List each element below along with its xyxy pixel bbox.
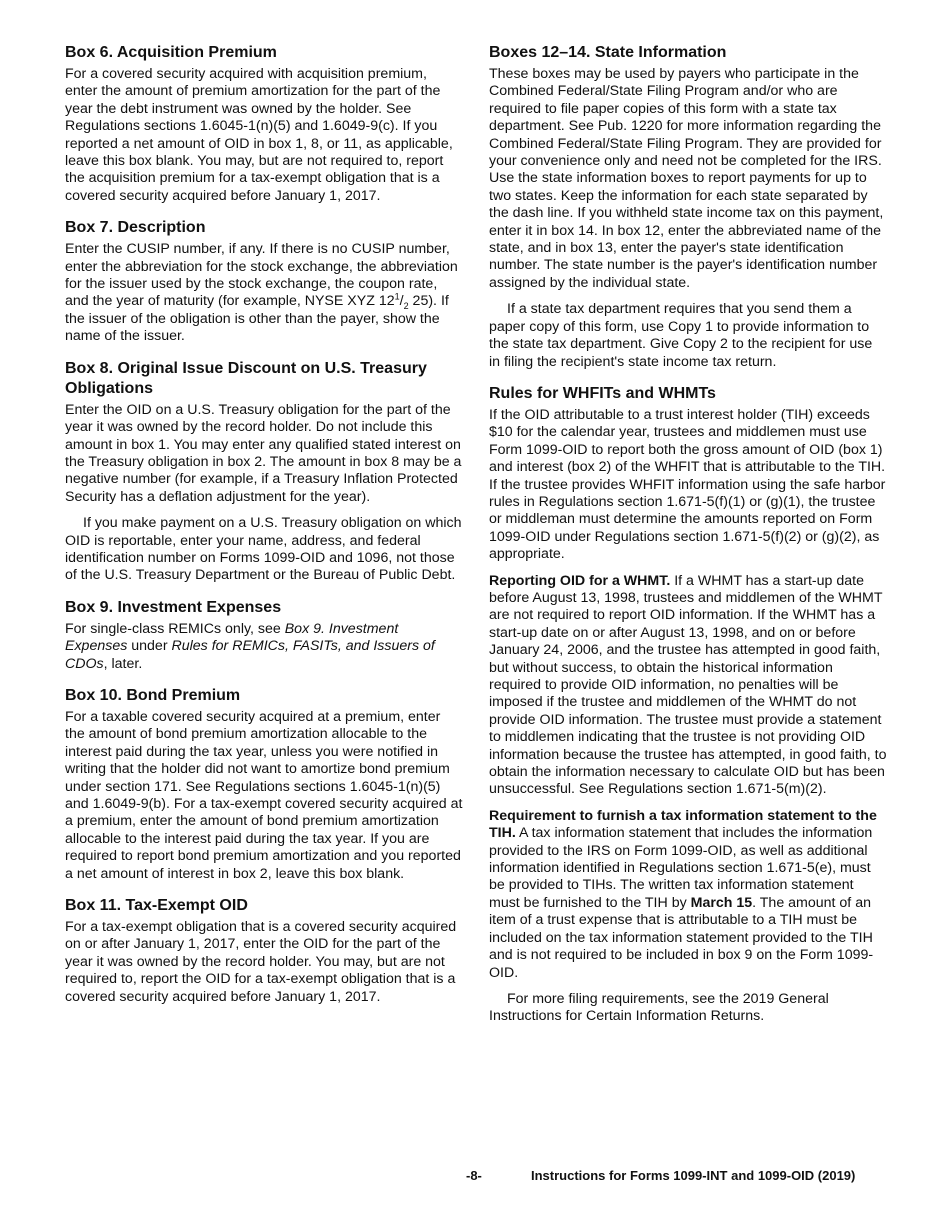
box7-section — [65, 218, 463, 345]
boxes12-14-section — [489, 43, 887, 371]
footer-title: Instructions for Forms 1099-INT and 1099-OID (2019) — [531, 1168, 856, 1183]
boxes12-14-text-1: These boxes may be used by payers who participate in the Combined Federal/State Filing Program and/or who are required to file paper copies of this form with a state tax department. See Pub. 1220 for more information regarding the Combined Federal/State Filing Program. They are provided for your convenience only and need not be completed for the IRS. Use the state information boxes to report payments for up to two states. Keep the information for each state separated by the dash line. If you withheld state income tax on this payment, enter it in box 14. In box 12, enter the abbreviated name of the state, and in box 13, enter the payer's state identification number. The state number is the payer's identification number assigned by the individual state. — [489, 66, 884, 291]
box11-section — [65, 896, 463, 1006]
box9-heading: Box 9. Investment Expenses — [65, 598, 282, 616]
box10-section — [65, 686, 463, 883]
right-column — [489, 43, 887, 1039]
boxes12-14-heading: Boxes 12–14. State Information — [489, 44, 727, 61]
box7-text: Enter the CUSIP number, if any. If there is no CUSIP number, enter the abbreviation for the stock exchange, the abbreviation for the issuer used by the stock exchange, the coupon rate, and the year of maturity (for example, NYSE XYZ $12^1/_2$ 25). If the issuer of the obligation is other than the payer, show the name of the issuer. — [65, 241, 458, 345]
whmt-run-in-heading: Reporting OID for a WHMT. — [489, 572, 671, 589]
box11-heading: Box 11. Tax-Exempt OID — [65, 897, 248, 915]
box11-text: For a tax-exempt obligation that is a covered security acquired on or after January 1, 2017, enter the OID for the part of the year it was owned by the record holder. You may, but are not required to, report the OID for a tax-exempt obligation that is a covered security acquired before January 1, 2017. — [65, 919, 457, 1005]
box9-crossref: Box 9. Investment Expenses — [65, 620, 399, 655]
box8-heading: Box 8. Original Issue Discount on U.S. Treasury Obligations — [65, 359, 427, 397]
tih-run-in-heading: Requirement to furnish a tax information statement to the TIH. — [489, 807, 877, 842]
fraction-numerator: 1 — [394, 291, 400, 302]
box10-text: For a taxable covered security acquired at a premium, enter the amount of bond premium amortization allocable to the interest paid during the tax year, unless you were notified in writing that the holder did not want to amortize bond premium under section 171. See Regulations sections 1.6045-1(n)(5) and 1.6049-9(b). For a tax-exempt covered security acquired at a premium, enter the amount of bond premium amortization allocable to the interest paid during the tax year. If you are required to report bond premium amortization and you reported a net amount of interest in box 2, leave this box blank. — [65, 708, 463, 882]
box6-text: For a covered security acquired with acquisition premium, enter the amount of premium amortization for the part of the year the debt instrument was owned by the holder. See Regulations sections 1.6045-1(n)(5) and 1.6049-9(c). If you reported a net amount of OID in box 1, 8, or 11, as applicable, leave this box blank. You may, but are not required to, report the acquisition premium for a tax-exempt obligation that is a covered security acquired before January 1, 2017. — [65, 66, 453, 204]
whmt-text: Reporting OID for a WHMT. If a WHMT has a start-up date before August 13, 1998, trustees and middlemen of the WHMT are not required to report OID information. If the WHMT has a start-up date on or after August 13, 1998, and on or before January 24, 2006, and the trustee has attempted in good faith, but without success, to obtain the historical information required to provide OID information, no penalties will be imposed if the trustee and middlemen of the WHMT do not provide OID information. The trustee must provide a statement to middlemen indicating that the trustee is not providing OID information because the trustee has attempted, in good faith, to obtain the information necessary to calculate OID but has been unsuccessful. See Regulations section 1.671-5(m)(2). — [489, 572, 887, 798]
whfit-section — [489, 384, 887, 1026]
box6-heading: Box 6. Acquisition Premium — [65, 44, 277, 61]
left-column — [65, 43, 463, 1019]
tih-statement-text: Requirement to furnish a tax information statement to the TIH. A tax information statement that includes the information provided to the IRS on Form 1099-OID, as well as additional information identified in Regulations section 1.671-5(e), must be provided to TIHs. The written tax information statement must be furnished to the TIH by March 15. The amount of an item of a trust expense that is attributable to a TIH must be included on the tax information statement provided to the TIH and is not required to be included in box 9 on the Form 1099-OID. — [489, 807, 877, 981]
boxes12-14-text-2: If a state tax department requires that you send them a paper copy of this form, use Copy 1 to provide information to the state tax department. Give Copy 2 to the recipient for use in filing the recipient's state income tax return. — [489, 301, 873, 370]
box10-heading: Box 10. Bond Premium — [65, 686, 241, 704]
box7-heading: Box 7. Description — [65, 219, 206, 237]
box8-text-2: If you make payment on a U.S. Treasury obligation on which OID is reportable, enter your name, address, and federal identification number on Forms 1099-OID and 1096, not those of the U.S. Treasury Department or the Bureau of Public Debt. — [65, 515, 462, 584]
fraction-denominator: 2 — [403, 301, 409, 312]
box6-section — [65, 43, 463, 205]
box8-text-1: Enter the OID on a U.S. Treasury obligation for the part of the year it was owned by the record holder. Do not include this amount in box 1. You may enter any qualified stated interest on the Treasury obligation in box 2. The amount in box 8 may be a negative number (for example, if a Treasury Inflation Protected Security has a deflation adjustment for the year). — [65, 401, 462, 505]
box8-section — [65, 359, 463, 585]
box9-text: For single-class REMICs only, see Box 9. Investment Expenses under Rules for REMICs, FASITs, and Issuers of CDOs, later. — [65, 620, 435, 672]
box9-section — [65, 598, 463, 673]
whfit-heading: Rules for WHFITs and WHMTs — [489, 384, 716, 402]
remic-crossref: Rules for REMICs, FASITs, and Issuers of CDOs — [65, 638, 435, 672]
whfit-text-1: If the OID attributable to a trust interest holder (TIH) exceeds $10 for the calendar year, trustees and middlemen must use Form 1099-OID to report both the gross amount of OID (box 1) and interest (box 2) of the WHFIT that is attributable to the TIH. If the trustee provides WHFIT information using the safe harbor rules in Regulations section 1.671-5(f)(1) or (g)(1), the trustee or middleman must determine the amounts reported on Form 1099-OID under Regulations section 1.671-5(f)(2) or (g)(2), as appropriate. — [489, 406, 886, 563]
closing-text: For more filing requirements, see the 2019 General Instructions for Certain Information Returns. — [489, 990, 829, 1025]
page-number: -8- — [466, 1168, 482, 1183]
due-date: March 15 — [690, 894, 753, 911]
